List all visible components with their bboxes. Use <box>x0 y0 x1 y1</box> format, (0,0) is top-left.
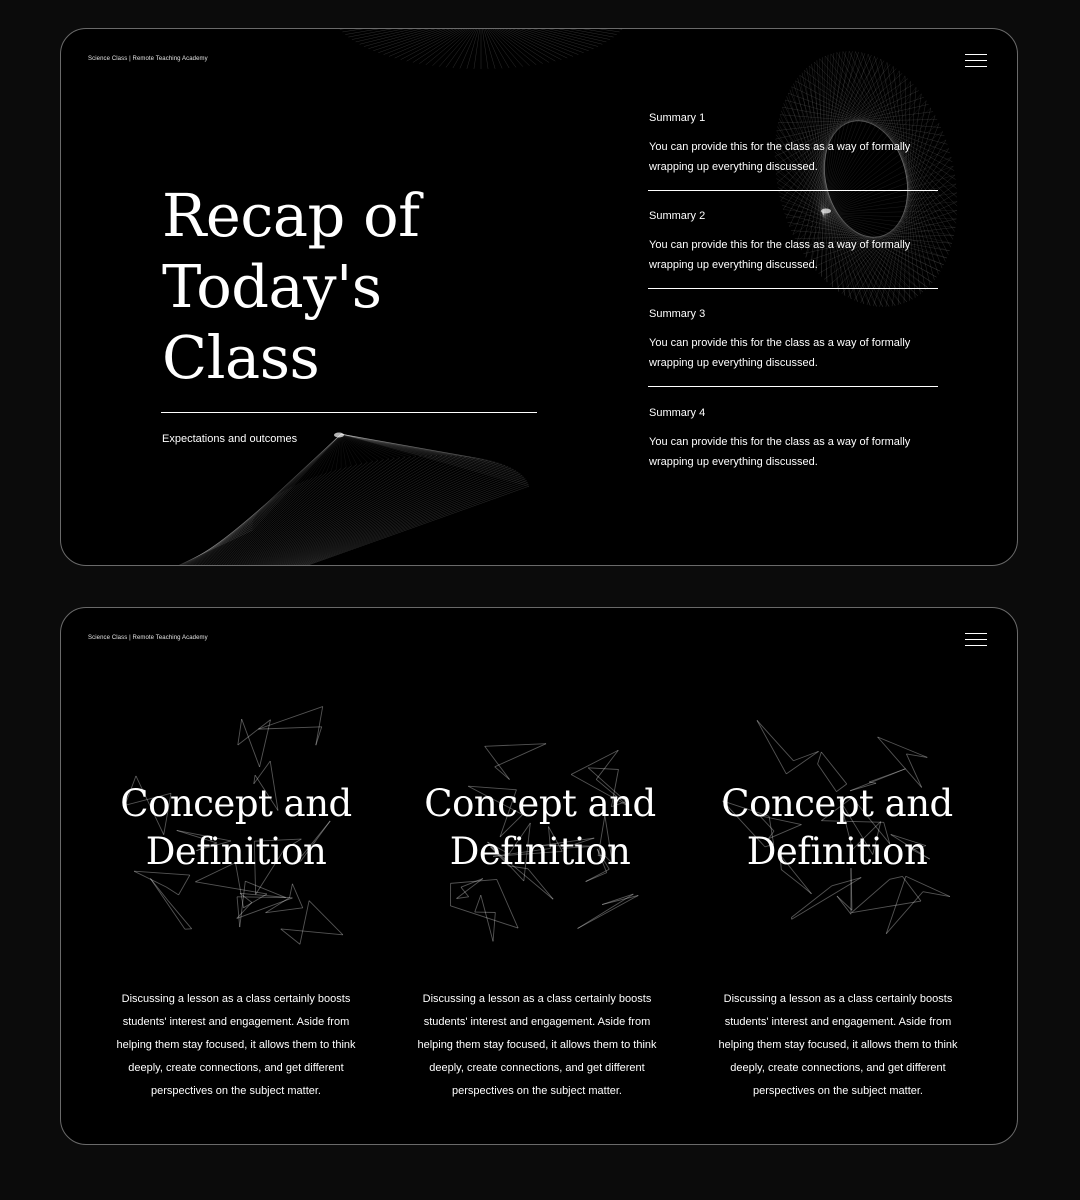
summary-divider <box>648 288 938 289</box>
summary-item <box>649 407 939 472</box>
summary-divider <box>648 190 938 191</box>
hamburger-menu-icon[interactable] <box>965 54 987 72</box>
title-divider <box>161 412 537 413</box>
summary-item <box>649 112 939 177</box>
summary-text: You can provide this for the class as a way of formally wrapping up everything discussed. <box>649 239 911 271</box>
title-line: Today's <box>162 252 382 321</box>
concept-text: Discussing a lesson as a class certainly boosts students' interest and engagement. Aside from helping them stay focused, it allows them to think deeply, create connections, and get different perspectives on the subject matter. <box>417 993 657 1097</box>
concept-title-line: Concept and <box>721 782 953 825</box>
slide-header: Science Class | Remote Teaching Academy <box>88 635 208 641</box>
summary-text: You can provide this for the class as a way of formally wrapping up everything discussed. <box>649 436 911 468</box>
concept-slide <box>60 607 1018 1145</box>
summary-title: Summary 3 <box>649 308 706 320</box>
concept-title <box>390 780 690 876</box>
concept-text: Discussing a lesson as a class certainly boosts students' interest and engagement. Aside from helping them stay focused, it allows them to think deeply, create connections, and get different perspectives on the subject matter. <box>116 993 356 1097</box>
summary-title: Summary 1 <box>649 112 706 124</box>
concept-text: Discussing a lesson as a class certainly boosts students' interest and engagement. Aside from helping them stay focused, it allows them to think deeply, create connections, and get different perspectives on the subject matter. <box>718 993 958 1097</box>
hamburger-menu-icon[interactable] <box>965 633 987 651</box>
summary-title: Summary 2 <box>649 210 706 222</box>
concept-title <box>86 780 386 876</box>
concept-title-line: Definition <box>746 830 928 873</box>
recap-slide <box>60 28 1018 566</box>
concept-title-line: Definition <box>449 830 631 873</box>
title-line: Class <box>162 323 320 392</box>
concept-title-line: Concept and <box>424 782 656 825</box>
summary-item <box>649 210 939 275</box>
title-line: Recap of <box>162 181 420 250</box>
summary-item <box>649 308 939 373</box>
concept-title <box>687 780 987 876</box>
concept-title-line: Concept and <box>120 782 352 825</box>
summary-text: You can provide this for the class as a way of formally wrapping up everything discussed. <box>649 141 911 173</box>
summary-text: You can provide this for the class as a way of formally wrapping up everything discussed. <box>649 337 911 369</box>
slide-header: Science Class | Remote Teaching Academy <box>88 56 208 62</box>
summary-title: Summary 4 <box>649 407 706 419</box>
page-subtitle: Expectations and outcomes <box>162 433 298 445</box>
summary-divider <box>648 386 938 387</box>
page-title <box>162 180 542 393</box>
concept-title-line: Definition <box>145 830 327 873</box>
